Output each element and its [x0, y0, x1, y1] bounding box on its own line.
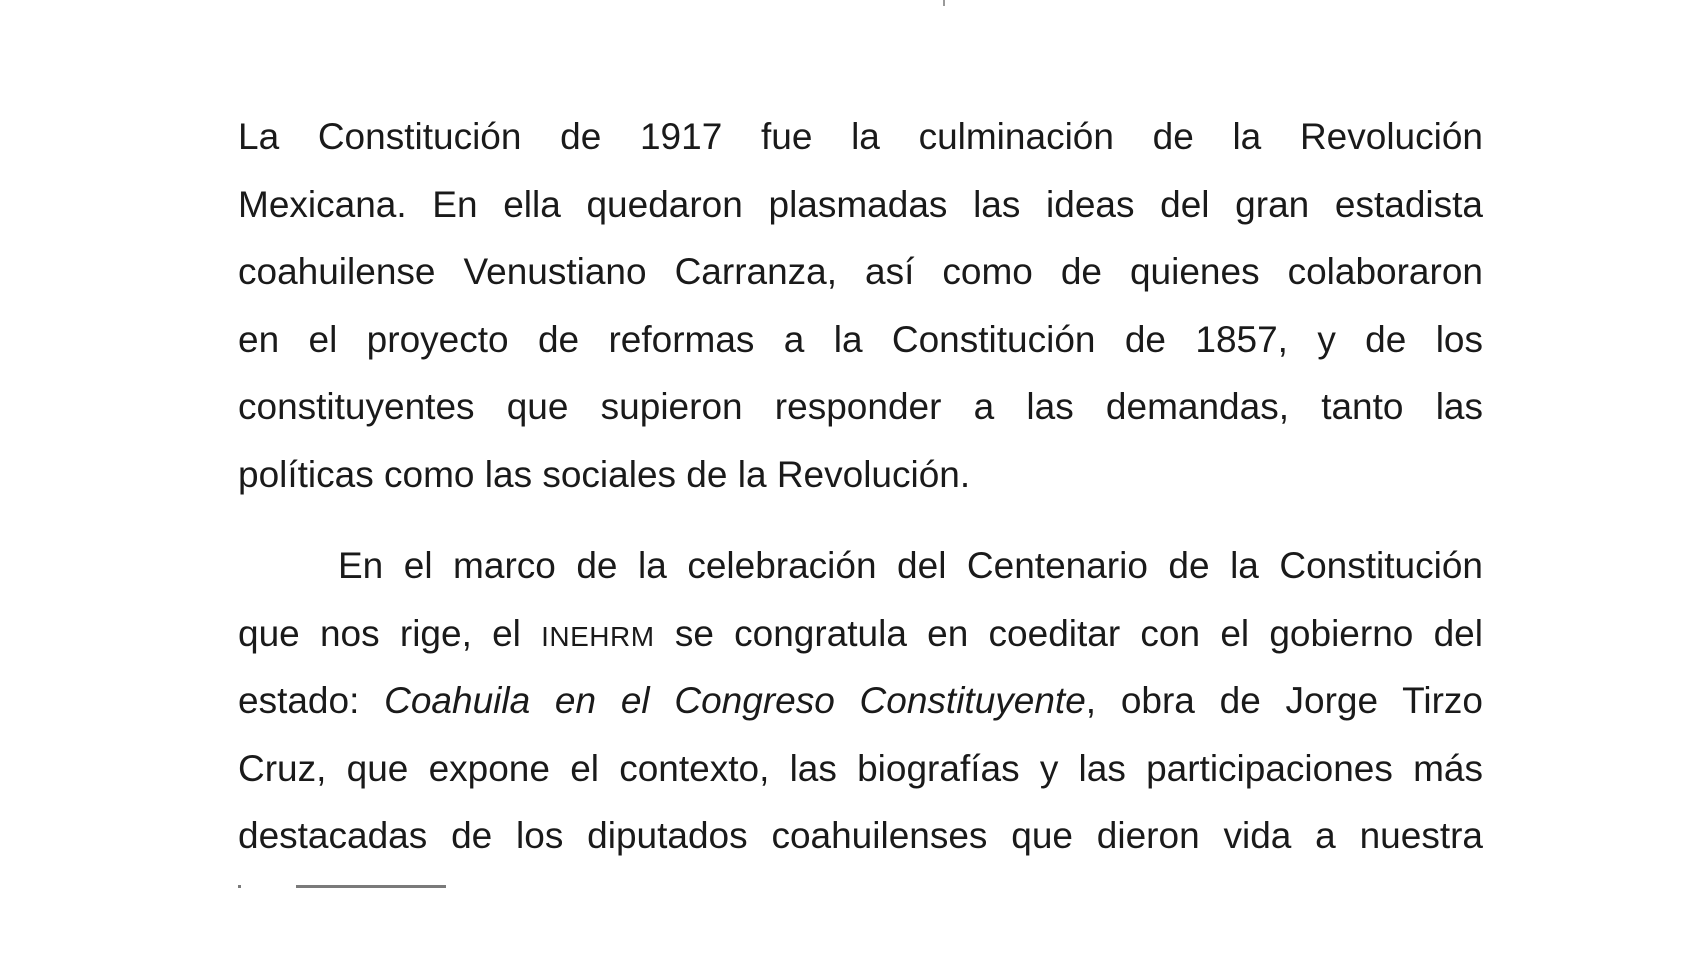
paragraph-1-line-4: en el proyecto de reformas a la Constitución de 1857, y de los: [238, 318, 1483, 360]
book-title: Coahuila en el Congreso Constituyente: [384, 680, 1086, 721]
paragraph-2-line-3-end: , obra de Jorge Tirzo: [1085, 680, 1484, 721]
paragraph-2-line-3-start: estado:: [238, 680, 385, 721]
paragraph-1-line-2: Mexicana. En ella quedaron plasmadas las ideas del gran estadista: [238, 183, 1483, 225]
cropped-next-line: [238, 885, 458, 903]
paragraph-1-line-6: políticas como las sociales de la Revolución.: [238, 453, 971, 495]
paragraph-2-line-2-end: se congratula en coeditar con el gobierno del: [654, 612, 1483, 654]
paragraph-2-line-1: En el marco de la celebración del Centenario de la Constitución: [338, 545, 1483, 586]
paragraph-2-line-2-start: que nos rige, el: [238, 612, 542, 654]
inehrm-acronym: INEHRM: [541, 620, 655, 652]
paragraph-2-line-3: [238, 667, 1483, 735]
paragraph-2: [238, 532, 1483, 870]
paragraph-1: [238, 103, 1483, 508]
paragraph-2-line-5: destacadas de los diputados coahuilenses que dieron vida a nuestra: [238, 815, 1483, 856]
paragraph-2-line-2: [238, 600, 1483, 668]
cropped-glyph-fragment: [296, 885, 446, 888]
paragraph-1-line-1: La Constitución de 1917 fue la culminación de la Revolución: [238, 116, 1483, 157]
cropped-glyph-fragment: [238, 885, 241, 888]
paragraph-1-line-3: coahuilense Venustiano Carranza, así como de quienes colaboraron: [238, 251, 1483, 292]
page-top-mark: [943, 0, 945, 6]
paragraph-1-line-5: constituyentes que supieron responder a las demandas, tanto las: [238, 386, 1483, 427]
paragraph-2-line-4: Cruz, que expone el contexto, las biografías y las participaciones más: [238, 747, 1483, 789]
